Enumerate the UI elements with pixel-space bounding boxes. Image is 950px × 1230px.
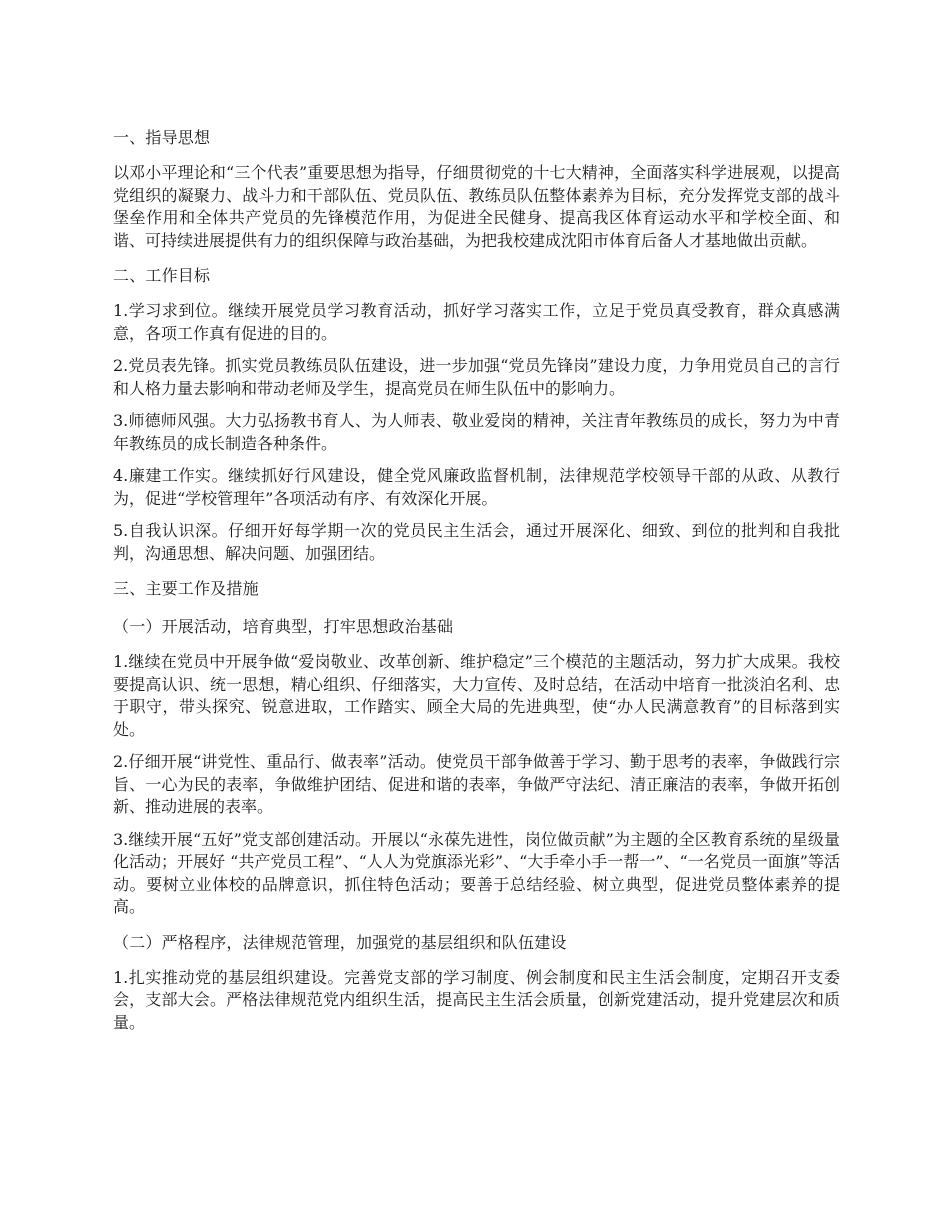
paragraph-goal-4: 4.廉建工作实。继续抓好行风建设，健全党风廉政监督机制，法律规范学校领导干部的从政、从教行为，促进“学校管理年”各项活动有序、有效深化开展。 — [113, 466, 840, 508]
paragraph-activity-1: 1.继续在党员中开展争做“爱岗敬业、改革创新、维护稳定”三个模范的主题活动，努力扩大成果。我校要提高认识、统一思想，精心组织、仔细落实，大力宣传、及时总结，在活动中培育一批淡泊名利、忠于职守，带头探究、锐意进取，工作踏实、顾全大局的先进典型，使“办人民满意教育”的目标落到实处。 — [113, 652, 840, 739]
document-page — [113, 124, 840, 1044]
paragraph-guiding-thought: 以邓小平理论和“三个代表”重要思想为指导，仔细贯彻党的十七大精神，全面落实科学进展观，以提高党组织的凝聚力、战斗力和干部队伍、党员队伍、教练员队伍整体素养为目标，充分发挥党支部的战斗堡垒作用和全体共产党员的先锋模范作用，为促进全民健身、提高我区体育运动水平和学校全面、和谐、可持续进展提供有力的组织保障与政治基础，为把我校建成沈阳市体育后备人才基地做出贡献。 — [113, 163, 840, 250]
paragraph-goal-3: 3.师德师风强。大力弘扬教书育人、为人师表、敬业爱岗的精神，关注青年教练员的成长，努力为中青年教练员的成长制造各种条件。 — [113, 411, 840, 453]
subsection-heading-procedures: （二）严格程序，法律规范管理，加强党的基层组织和队伍建设 — [113, 932, 567, 952]
paragraph-activity-3: 3.继续开展“五好”党支部创建活动。开展以“永葆先进性，岗位做贡献”为主题的全区教育系统的星级量化活动；开展好 “共产党员工程”、“人人为党旗添光彩”、“大手牵小手一帮一”、“一名党员一面旗”等活动。要树立业体校的品牌意识，抓住特色活动；要善于总结经验、树立典型，促进党员整体素养的提高。 — [113, 829, 840, 916]
paragraph-goal-1: 1.学习求到位。继续开展党员学习教育活动，抓好学习落实工作，立足于党员真受教育，群众真感满意，各项工作真有促进的目的。 — [113, 301, 840, 343]
section-heading-work-goals: 二、工作目标 — [113, 266, 211, 285]
paragraph-activity-2: 2.仔细开展“讲党性、重品行、做表率”活动。使党员干部争做善于学习、勤于思考的表率，争做践行宗旨、一心为民的表率，争做维护团结、促进和谐的表率，争做严守法纪、清正廉洁的表率，争做开拓创新、推动进展的表率。 — [113, 752, 840, 816]
paragraph-goal-2: 2.党员表先锋。抓实党员教练员队伍建设，进一步加强“党员先锋岗”建设力度，力争用党员自己的言行和人格力量去影响和带动老师及学生，提高党员在师生队伍中的影响力。 — [113, 356, 840, 398]
paragraph-goal-5: 5.自我认识深。仔细开好每学期一次的党员民主生活会，通过开展深化、细致、到位的批判和自我批判，沟通思想、解决问题、加强团结。 — [113, 521, 840, 563]
paragraph-procedure-1: 1.扎实推动党的基层组织建设。完善党支部的学习制度、例会制度和民主生活会制度，定期召开支委会，支部大会。严格法律规范党内组织生活，提高民主生活会质量，创新党建活动，提升党建层次和质量。 — [113, 967, 840, 1032]
section-heading-main-work: 三、主要工作及措施 — [113, 579, 259, 598]
section-heading-guiding-thought: 一、指导思想 — [113, 128, 211, 147]
subsection-heading-activities: （一）开展活动，培育典型，打牢思想政治基础 — [113, 617, 454, 636]
